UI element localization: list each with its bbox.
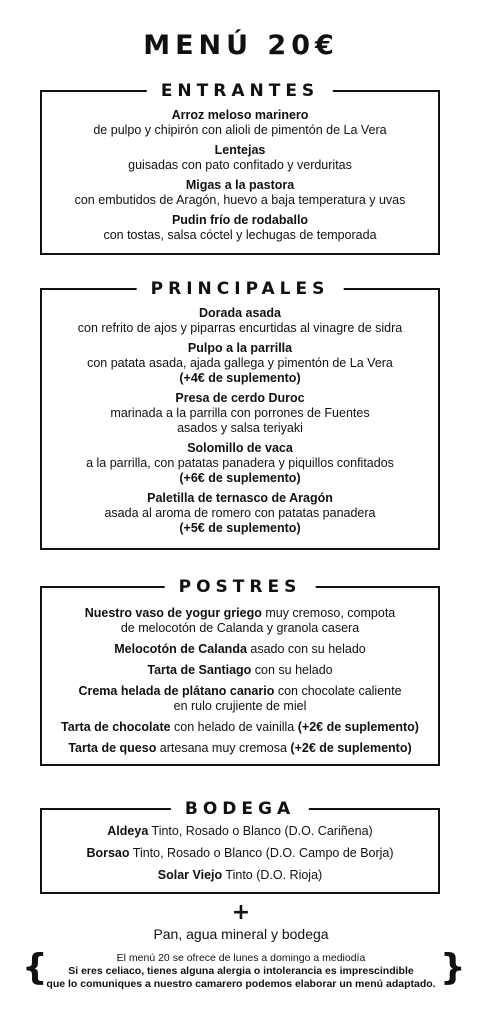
entrante-name: Pudin frío de rodaballo xyxy=(171,213,309,227)
postre-name: Melocotón de Calanda xyxy=(114,642,247,656)
bodega-wine-desc: Tinto, Rosado o Blanco (D.O. Campo de Borja) xyxy=(129,846,394,860)
principales-section xyxy=(40,279,440,550)
entrante-desc: de pulpo y chipirón con alioli de pimentón de La Vera xyxy=(93,123,387,137)
bodega-item xyxy=(42,868,438,883)
postre-desc: artesana muy cremosa xyxy=(156,741,291,755)
entrante-name: Arroz meloso marinero xyxy=(171,108,309,122)
bodega-wine-name: Solar Viejo xyxy=(157,868,223,882)
principal-name: Paletilla de ternasco de Aragón xyxy=(147,491,333,505)
menu-title: MENÚ 20€ xyxy=(143,30,339,61)
principal-item xyxy=(56,391,424,436)
postre-desc: muy cremoso, compota de melocotón de Calanda y granola casera xyxy=(120,606,396,635)
entrantes-section xyxy=(40,81,440,255)
principal-item xyxy=(56,441,424,486)
bodega-wine-name: Borsao xyxy=(86,846,130,860)
principal-desc: marinada a la parrilla con porrones de Fuentes asados y salsa teriyaki xyxy=(110,406,370,435)
principal-name: Pulpo a la parrilla xyxy=(187,341,293,355)
postre-item xyxy=(52,663,428,678)
postre-desc: con helado de vainilla xyxy=(170,720,298,734)
entrante-item xyxy=(42,143,438,173)
postre-name: Tarta de queso xyxy=(68,741,157,755)
postre-desc: con su helado xyxy=(251,663,333,677)
entrante-item xyxy=(42,178,438,208)
postres-heading: POSTRES xyxy=(165,576,316,598)
bodega-section xyxy=(40,799,440,894)
postre-item xyxy=(52,720,428,735)
postre-desc: asado con su helado xyxy=(246,642,366,656)
footer-note xyxy=(30,952,452,991)
footer-note-line: Si eres celiaco, tienes alguna alergia o intolerancia es imprescindible xyxy=(68,965,414,977)
included-items: Pan, agua mineral y bodega xyxy=(153,926,329,942)
footer-note-line: que lo comuniques a nuestro camarero podemos elaborar un menú adaptado. xyxy=(46,978,436,990)
postre-supplement: (+2€ de suplemento) xyxy=(297,720,419,734)
postre-item xyxy=(52,642,428,657)
right-brace-icon: } xyxy=(440,947,466,988)
principal-item xyxy=(56,491,424,536)
postre-desc: con chocolate caliente en rulo crujiente de miel xyxy=(173,684,402,713)
principal-item xyxy=(56,341,424,386)
bodega-wine-name: Aldeya xyxy=(107,824,149,838)
bodega-wine-desc: Tinto (D.O. Rioja) xyxy=(222,868,323,882)
entrante-name: Lentejas xyxy=(214,143,266,157)
principal-desc: con refrito de ajos y piparras encurtidas al vinagre de sidra xyxy=(77,321,403,335)
bodega-item xyxy=(42,824,438,839)
postre-name: Tarta de chocolate xyxy=(61,720,171,734)
postres-section xyxy=(40,577,440,766)
postre-name: Nuestro vaso de yogur griego xyxy=(84,606,262,620)
principal-name: Dorada asada xyxy=(199,306,281,320)
postre-item xyxy=(52,684,428,714)
footer-note-line: El menú 20 se ofrece de lunes a domingo a mediodía xyxy=(116,952,366,964)
left-brace-icon: { xyxy=(22,947,48,988)
entrante-item xyxy=(42,108,438,138)
principal-desc: asada al aroma de romero con patatas panadera xyxy=(104,506,376,520)
postre-item xyxy=(52,741,428,756)
entrante-desc: con embutidos de Aragón, huevo a baja temperatura y uvas xyxy=(74,193,406,207)
entrante-name: Migas a la pastora xyxy=(185,178,295,192)
plus-icon: + xyxy=(231,900,251,925)
principal-desc: con patata asada, ajada gallega y pimentón de La Vera xyxy=(87,356,393,370)
principal-supplement: (+5€ de suplemento) xyxy=(179,521,301,535)
entrantes-heading: ENTRANTES xyxy=(147,80,333,102)
bodega-heading: BODEGA xyxy=(171,798,309,820)
entrante-desc: con tostas, salsa cóctel y lechugas de temporada xyxy=(103,228,377,242)
principal-name: Solomillo de vaca xyxy=(187,441,293,455)
postre-item xyxy=(52,606,428,636)
bodega-item xyxy=(42,846,438,861)
principal-desc: a la parrilla, con patatas panadera y piquillos confitados xyxy=(86,456,394,470)
principales-heading: PRINCIPALES xyxy=(137,278,344,300)
entrante-item xyxy=(42,213,438,243)
principal-supplement: (+4€ de suplemento) xyxy=(179,371,301,385)
principal-supplement: (+6€ de suplemento) xyxy=(179,471,301,485)
postre-name: Tarta de Santiago xyxy=(147,663,252,677)
postre-name: Crema helada de plátano canario xyxy=(78,684,275,698)
principal-item xyxy=(56,306,424,336)
entrante-desc: guisadas con pato confitado y verduritas xyxy=(128,158,352,172)
postre-supplement: (+2€ de suplemento) xyxy=(290,741,412,755)
principal-name: Presa de cerdo Duroc xyxy=(175,391,305,405)
bodega-wine-desc: Tinto, Rosado o Blanco (D.O. Cariñena) xyxy=(148,824,373,838)
